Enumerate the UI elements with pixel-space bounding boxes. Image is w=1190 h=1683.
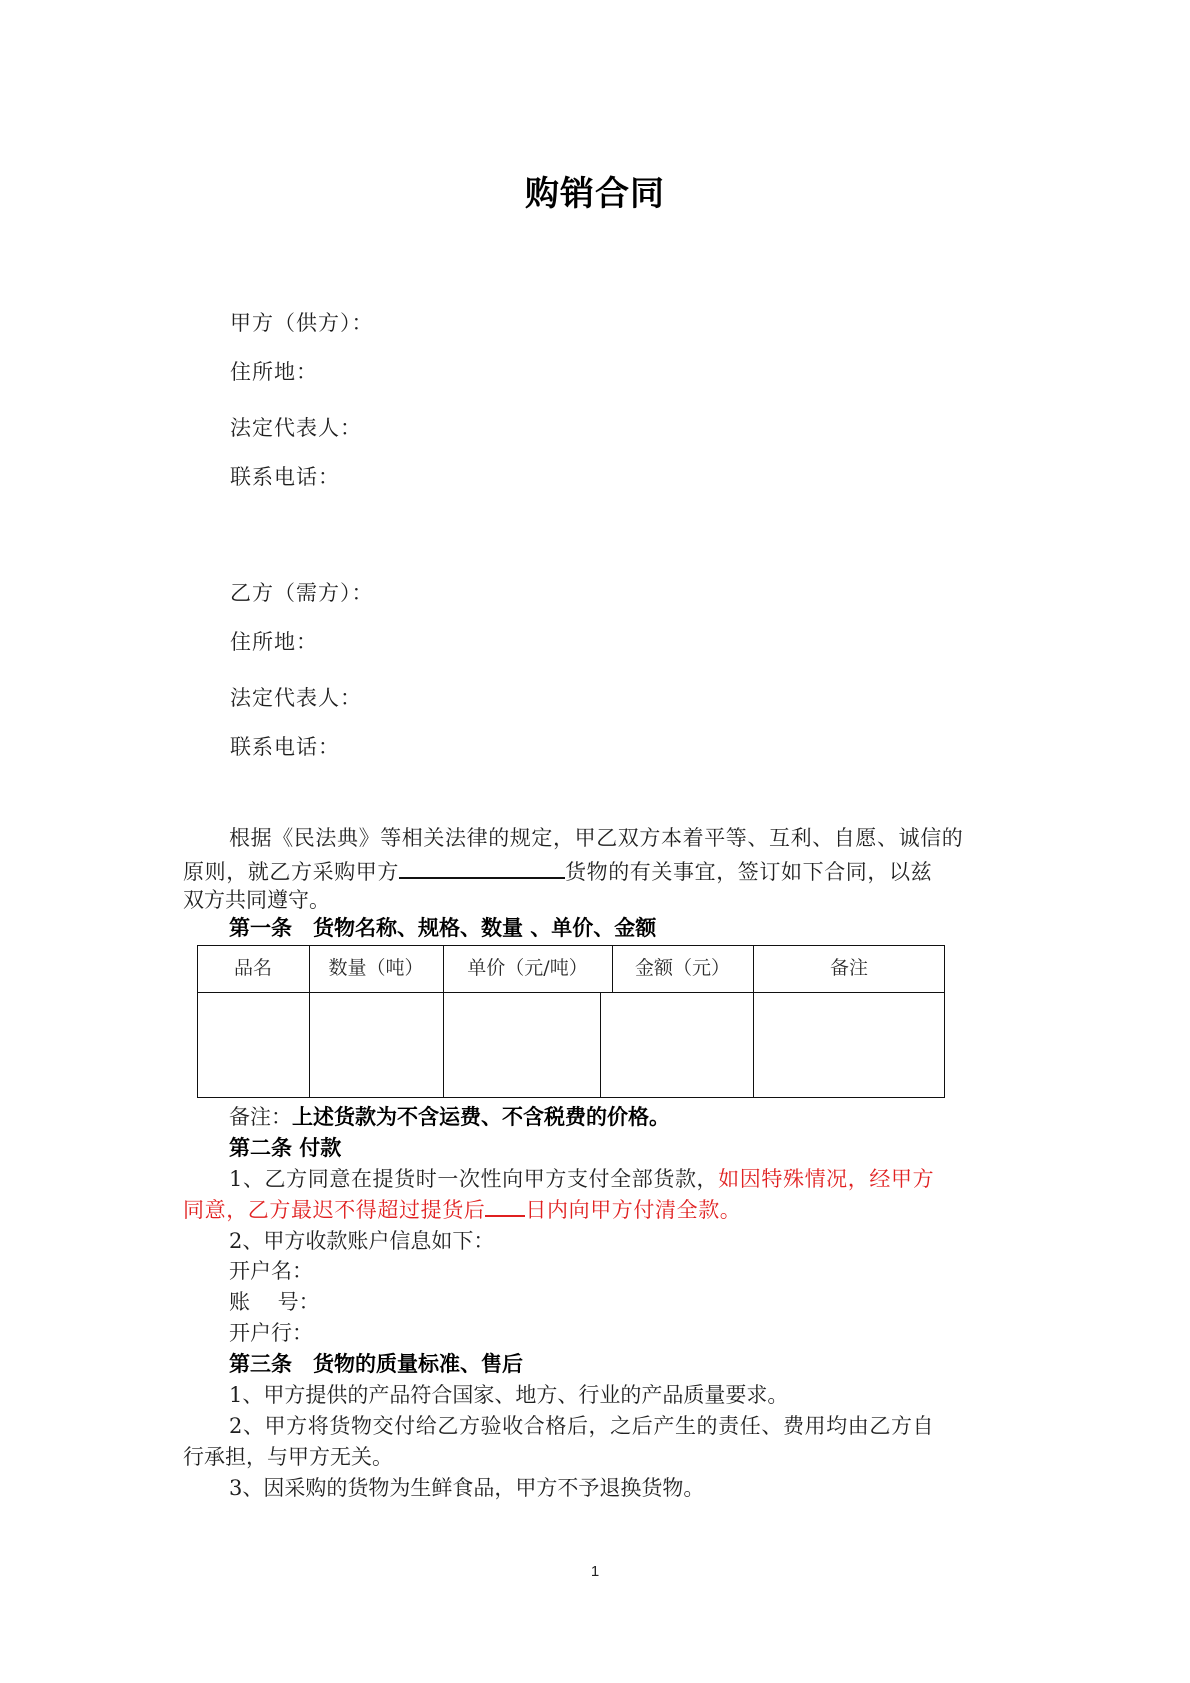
preamble-line-2 <box>183 857 932 887</box>
table-header-product-name: 品名 <box>233 957 272 979</box>
article-3-clause-1: 1、甲方提供的产品符合国家、地方、行业的产品质量要求。 <box>229 1383 789 1407</box>
table-header-remarks: 备注 <box>829 957 868 979</box>
table-cell-amount[interactable] <box>600 992 753 1098</box>
page-number: 1 <box>590 1563 600 1580</box>
article-2-heading: 第二条 付款 <box>229 1136 342 1160</box>
article-3-heading: 第三条 货物的质量标准、售后 <box>229 1352 523 1376</box>
table-cell-product-name[interactable] <box>197 992 309 1098</box>
party-a-legal-rep-label: 法定代表人： <box>230 416 362 440</box>
note-text: 上述货款为不含运费、不含税费的价格。 <box>292 1105 670 1129</box>
article-3-clause-3: 3、因采购的货物为生鲜食品，甲方不予退换货物。 <box>229 1476 705 1500</box>
article-2-clause-1-line-2 <box>183 1195 741 1225</box>
party-b-phone-label: 联系电话： <box>230 735 340 759</box>
table-header-unit-price: 单价（元/吨） <box>467 957 588 979</box>
article-2-clause-1-line-1 <box>229 1164 934 1194</box>
table-header-quantity: 数量（吨） <box>328 957 424 979</box>
party-a-phone-label: 联系电话： <box>230 465 340 489</box>
preamble-line-2-after: 货物的有关事宜，签订如下合同，以兹 <box>565 860 933 884</box>
goods-table <box>197 945 945 1098</box>
party-a-address-label: 住所地： <box>230 360 318 384</box>
document-title: 购销合同 <box>525 174 665 214</box>
preamble-line-1: 根据《民法典》等相关法律的规定，甲乙双方本着平等、互利、自愿、诚信的 <box>229 826 964 850</box>
account-name-label: 开户名： <box>229 1259 313 1283</box>
article-3-clause-2-line-2: 行承担，与甲方无关。 <box>183 1445 393 1469</box>
days-blank <box>485 1197 525 1217</box>
account-number-label: 账 号： <box>229 1290 320 1314</box>
party-b-label: 乙方（需方）： <box>230 581 374 605</box>
article-1-heading: 第一条 货物名称、规格、数量 、单价、金额 <box>229 916 657 940</box>
bank-label: 开户行： <box>229 1321 313 1345</box>
preamble-line-3: 双方共同遵守。 <box>183 888 330 912</box>
article-3-clause-2-line-1: 2、甲方将货物交付给乙方验收合格后，之后产生的责任、费用均由乙方自 <box>229 1414 935 1438</box>
preamble-line-2-before: 原则，就乙方采购甲方 <box>183 860 399 884</box>
clause-1-text: 1、乙方同意在提货时一次性向甲方支付全部货款， <box>229 1167 719 1191</box>
table-cell-quantity[interactable] <box>309 992 443 1098</box>
table-cell-unit-price[interactable] <box>443 992 600 1098</box>
clause-1-red-before: 同意，乙方最迟不得超过提货后 <box>183 1198 486 1222</box>
note-label: 备注： <box>229 1105 292 1129</box>
table-header-amount: 金额（元） <box>634 957 730 979</box>
party-a-label: 甲方（供方）： <box>230 311 374 335</box>
goods-name-blank <box>399 859 565 879</box>
party-b-legal-rep-label: 法定代表人： <box>230 686 362 710</box>
article-2-clause-2: 2、甲方收款账户信息如下： <box>229 1229 495 1253</box>
table-cell-remarks[interactable] <box>753 992 945 1098</box>
clause-1-red-after: 日内向甲方付清全款。 <box>525 1198 742 1222</box>
article-1-note <box>229 1102 670 1132</box>
party-b-address-label: 住所地： <box>230 630 318 654</box>
clause-1-red-text: 如因特殊情况，经甲方 <box>718 1167 935 1191</box>
